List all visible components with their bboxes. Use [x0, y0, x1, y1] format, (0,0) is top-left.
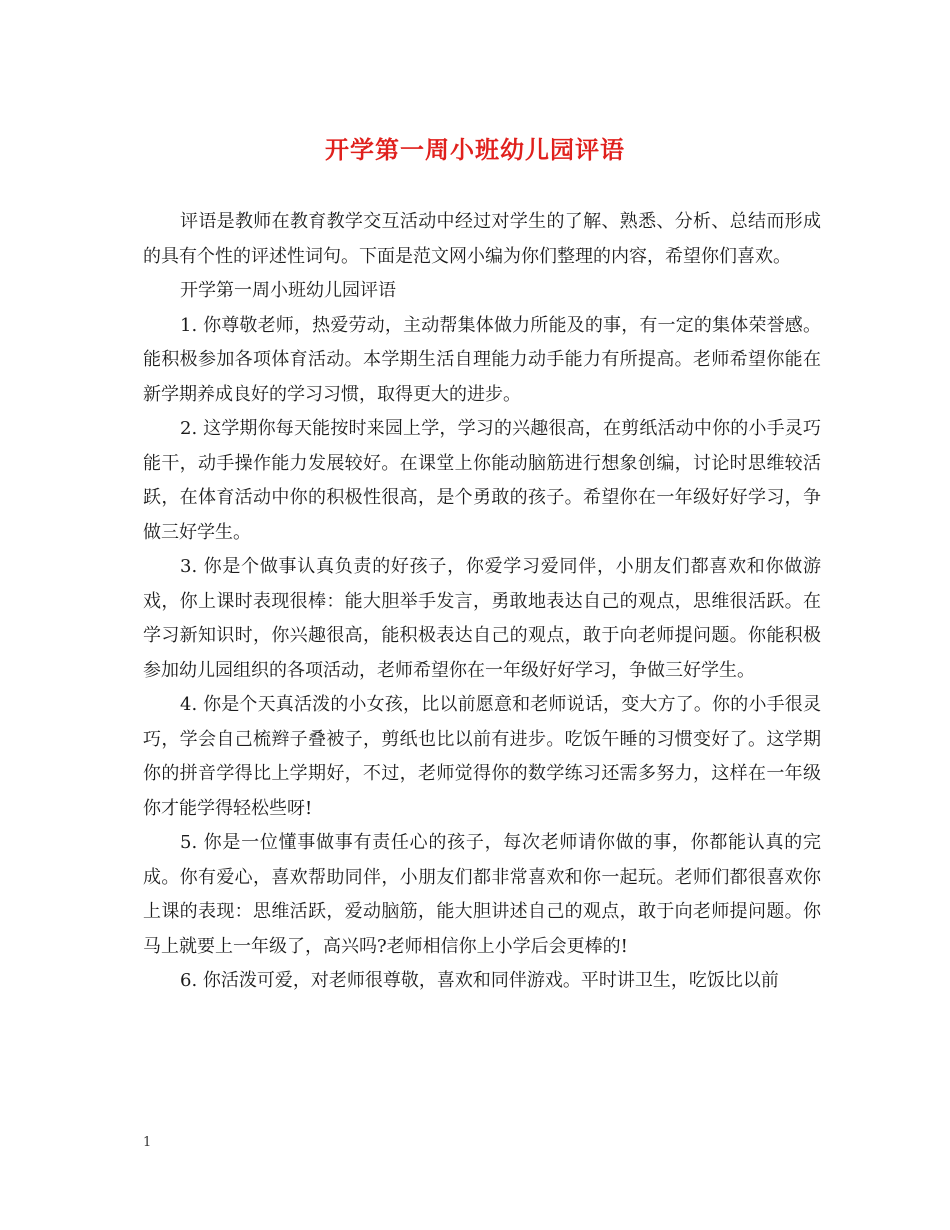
- page-number: 1: [143, 1135, 152, 1150]
- comment-paragraph-3: 3. 你是个做事认真负责的好孩子，你爱学习爱同伴，小朋友们都喜欢和你做游戏，你上课时表现很棒：能大胆举手发言，勇敢地表达自己的观点，思维很活跃。在学习新知识时，你兴趣很高，能积极表达自己的观点，敢于向老师提问题。你能积极参加幼儿园组织的各项活动，老师希望你在一年级好好学习，争做三好学生。: [143, 556, 821, 681]
- comment-paragraph-1: 1. 你尊敬老师，热爱劳动，主动帮集体做力所能及的事，有一定的集体荣誉感。能积极参加各项体育活动。本学期生活自理能力动手能力有所提高。老师希望你能在新学期养成良好的学习习惯，取得更大的进步。: [143, 314, 821, 405]
- comment-paragraph-5: 5. 你是一位懂事做事有责任心的孩子，每次老师请你做的事，你都能认真的完成。你有爱心，喜欢帮助同伴，小朋友们都非常喜欢和你一起玩。老师们都很喜欢你上课的表现：思维活跃，爱动脑筋，能大胆讲述自己的观点，敢于向老师提问题。你马上就要上一年级了，高兴吗?老师相信你上小学后会更棒的!: [143, 832, 821, 957]
- document-title: 开学第一周小班幼儿园评语: [325, 135, 625, 164]
- comment-paragraph-6: 6. 你活泼可爱，对老师很尊敬，喜欢和同伴游戏。平时讲卫生，吃饭比以前: [180, 970, 779, 991]
- intro-paragraph: 评语是教师在教育教学交互活动中经过对学生的了解、熟悉、分析、总结而形成的具有个性的评述性词句。下面是范文网小编为你们整理的内容，希望你们喜欢。: [143, 211, 821, 267]
- comment-paragraph-2: 2. 这学期你每天能按时来园上学，学习的兴趣很高，在剪纸活动中你的小手灵巧能干，动手操作能力发展较好。在课堂上你能动脑筋进行想象创编，讨论时思维较活跃，在体育活动中你的积极性很高，是个勇敢的孩子。希望你在一年级好好学习，争做三好学生。: [143, 418, 821, 543]
- comment-paragraph-4: 4. 你是个天真活泼的小女孩，比以前愿意和老师说话，变大方了。你的小手很灵巧，学会自己梳辫子叠被子，剪纸也比以前有进步。吃饭午睡的习惯变好了。这学期你的拼音学得比上学期好，不过，老师觉得你的数学练习还需多努力，这样在一年级你才能学得轻松些呀!: [143, 694, 821, 819]
- section-heading: 开学第一周小班幼儿园评语: [180, 280, 396, 301]
- document-body: [143, 205, 821, 999]
